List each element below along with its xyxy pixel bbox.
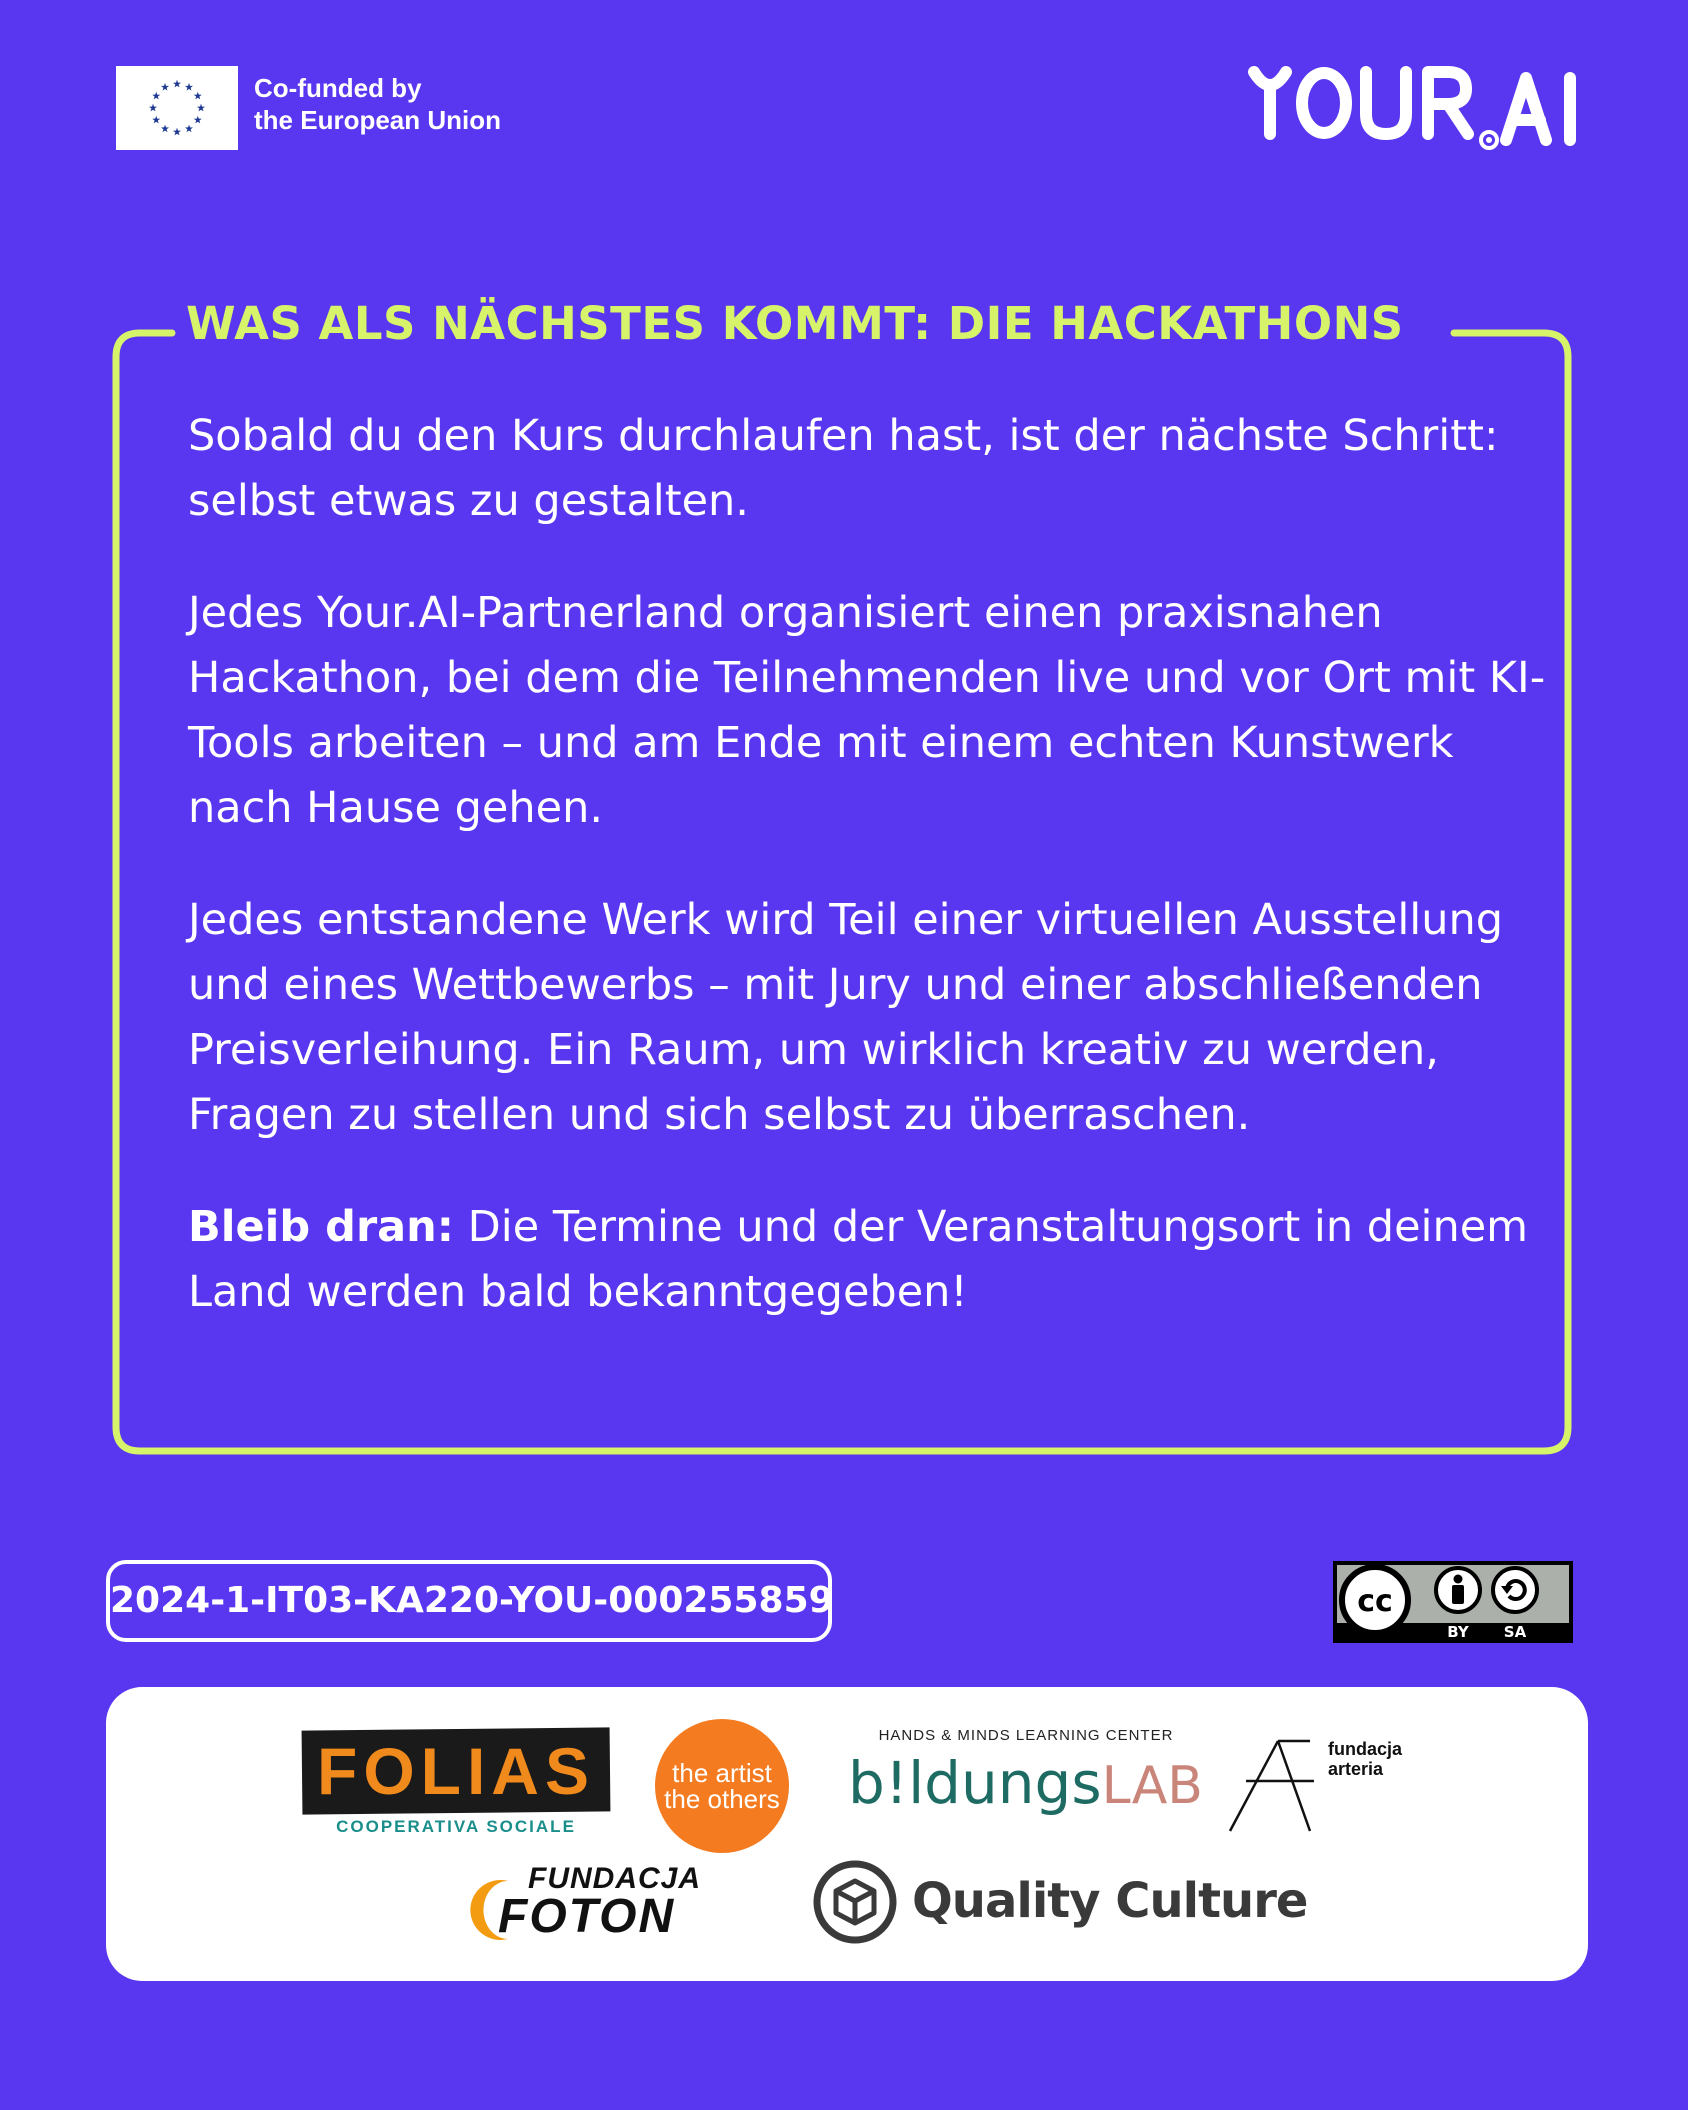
eu-star-icon xyxy=(152,92,160,100)
bildungslab-logo xyxy=(842,1727,1203,1837)
foton-line1: FUNDACJA xyxy=(528,1862,701,1895)
folias-logo xyxy=(302,1729,610,1839)
eu-cofunded-label xyxy=(254,72,501,136)
paragraph-exhibition: Jedes entstandene Werk wird Teil einer virtuellen Ausstellung und eines Wettbewerbs – mit Jury und einer abschließenden Preisverleihung. Ein Raum, um wirklich kreativ zu werden, Fragen zu stellen und sich selbst zu überraschen. xyxy=(188,895,1504,1140)
eu-star-icon xyxy=(161,125,169,133)
paragraph-hackathon: Jedes Your.AI-Partnerland organisiert einen praxisnahen Hackathon, bei dem die Teilnehmenden live und vor Ort mit KI-Tools arbeiten – und am Ende mit einem echten Kunstwerk nach Hause gehen. xyxy=(188,588,1546,833)
cc-by-sa-license-icon xyxy=(1332,1560,1574,1644)
grant-code-badge: 2024-1-IT03-KA220-YOU-000255859 xyxy=(106,1560,832,1642)
hackathon-description xyxy=(188,404,1548,1325)
bildungslab-lab: LAB xyxy=(1101,1756,1203,1816)
partner-logos-panel xyxy=(106,1687,1588,1981)
eu-star-icon xyxy=(152,116,160,124)
cc-label: cc xyxy=(1357,1584,1393,1619)
quality-culture-cube-icon xyxy=(812,1859,898,1945)
cc-sa-label: SA xyxy=(1503,1623,1527,1641)
eu-cofunded-line1: Co-funded by xyxy=(254,73,422,103)
eu-star-icon xyxy=(173,128,181,136)
eu-star-icon xyxy=(185,125,193,133)
folias-name: FOLIAS xyxy=(317,1734,595,1808)
foton-line2: FOTON xyxy=(498,1890,676,1943)
paragraph-intro: Sobald du den Kurs durchlaufen hast, ist der nächste Schritt: selbst etwas zu gestalten. xyxy=(188,411,1499,526)
eu-cofunded-line2: the European Union xyxy=(254,105,501,135)
eu-star-icon xyxy=(173,80,181,88)
eu-star-icon xyxy=(194,92,202,100)
bildungslab-main: b!ldungs xyxy=(848,1749,1102,1817)
bildungslab-tagline: HANDS & MINDS LEARNING CENTER xyxy=(878,1727,1174,1744)
quality-culture-logo xyxy=(812,1855,1312,1951)
eu-star-icon xyxy=(194,116,202,124)
cc-by-label: BY xyxy=(1447,1623,1469,1641)
eu-flag-logo xyxy=(116,66,238,150)
artist-line2: the others xyxy=(664,1784,780,1814)
fundacja-arteria-logo xyxy=(1226,1737,1446,1837)
stay-tuned-label: Bleib dran: xyxy=(188,1202,454,1252)
eu-star-icon xyxy=(161,83,169,91)
section-title: WAS ALS NÄCHSTES KOMMT: DIE HACKATHONS xyxy=(186,297,1404,350)
arteria-line2: arteria xyxy=(1328,1759,1384,1779)
eu-star-icon xyxy=(197,104,205,112)
arteria-line1: fundacja xyxy=(1328,1739,1403,1759)
fundacja-foton-logo xyxy=(468,1859,748,1949)
arteria-mark-icon xyxy=(1226,1737,1316,1833)
paragraph-stay-tuned xyxy=(188,1195,1548,1325)
your-ai-logo xyxy=(1244,58,1584,154)
the-artist-the-others-logo xyxy=(655,1719,789,1853)
person-icon xyxy=(1454,1575,1463,1584)
eu-star-icon xyxy=(185,83,193,91)
quality-culture-name: Quality Culture xyxy=(912,1873,1308,1929)
artist-line1: the artist xyxy=(672,1758,772,1788)
eu-star-icon xyxy=(149,104,157,112)
folias-subtitle: COOPERATIVA SOCIALE xyxy=(336,1817,576,1836)
bildungslab-name xyxy=(848,1745,1203,1824)
stay-tuned-text: Die Termine und der Veranstaltungsort in deinem Land werden bald bekanntgegeben! xyxy=(188,1202,1529,1317)
